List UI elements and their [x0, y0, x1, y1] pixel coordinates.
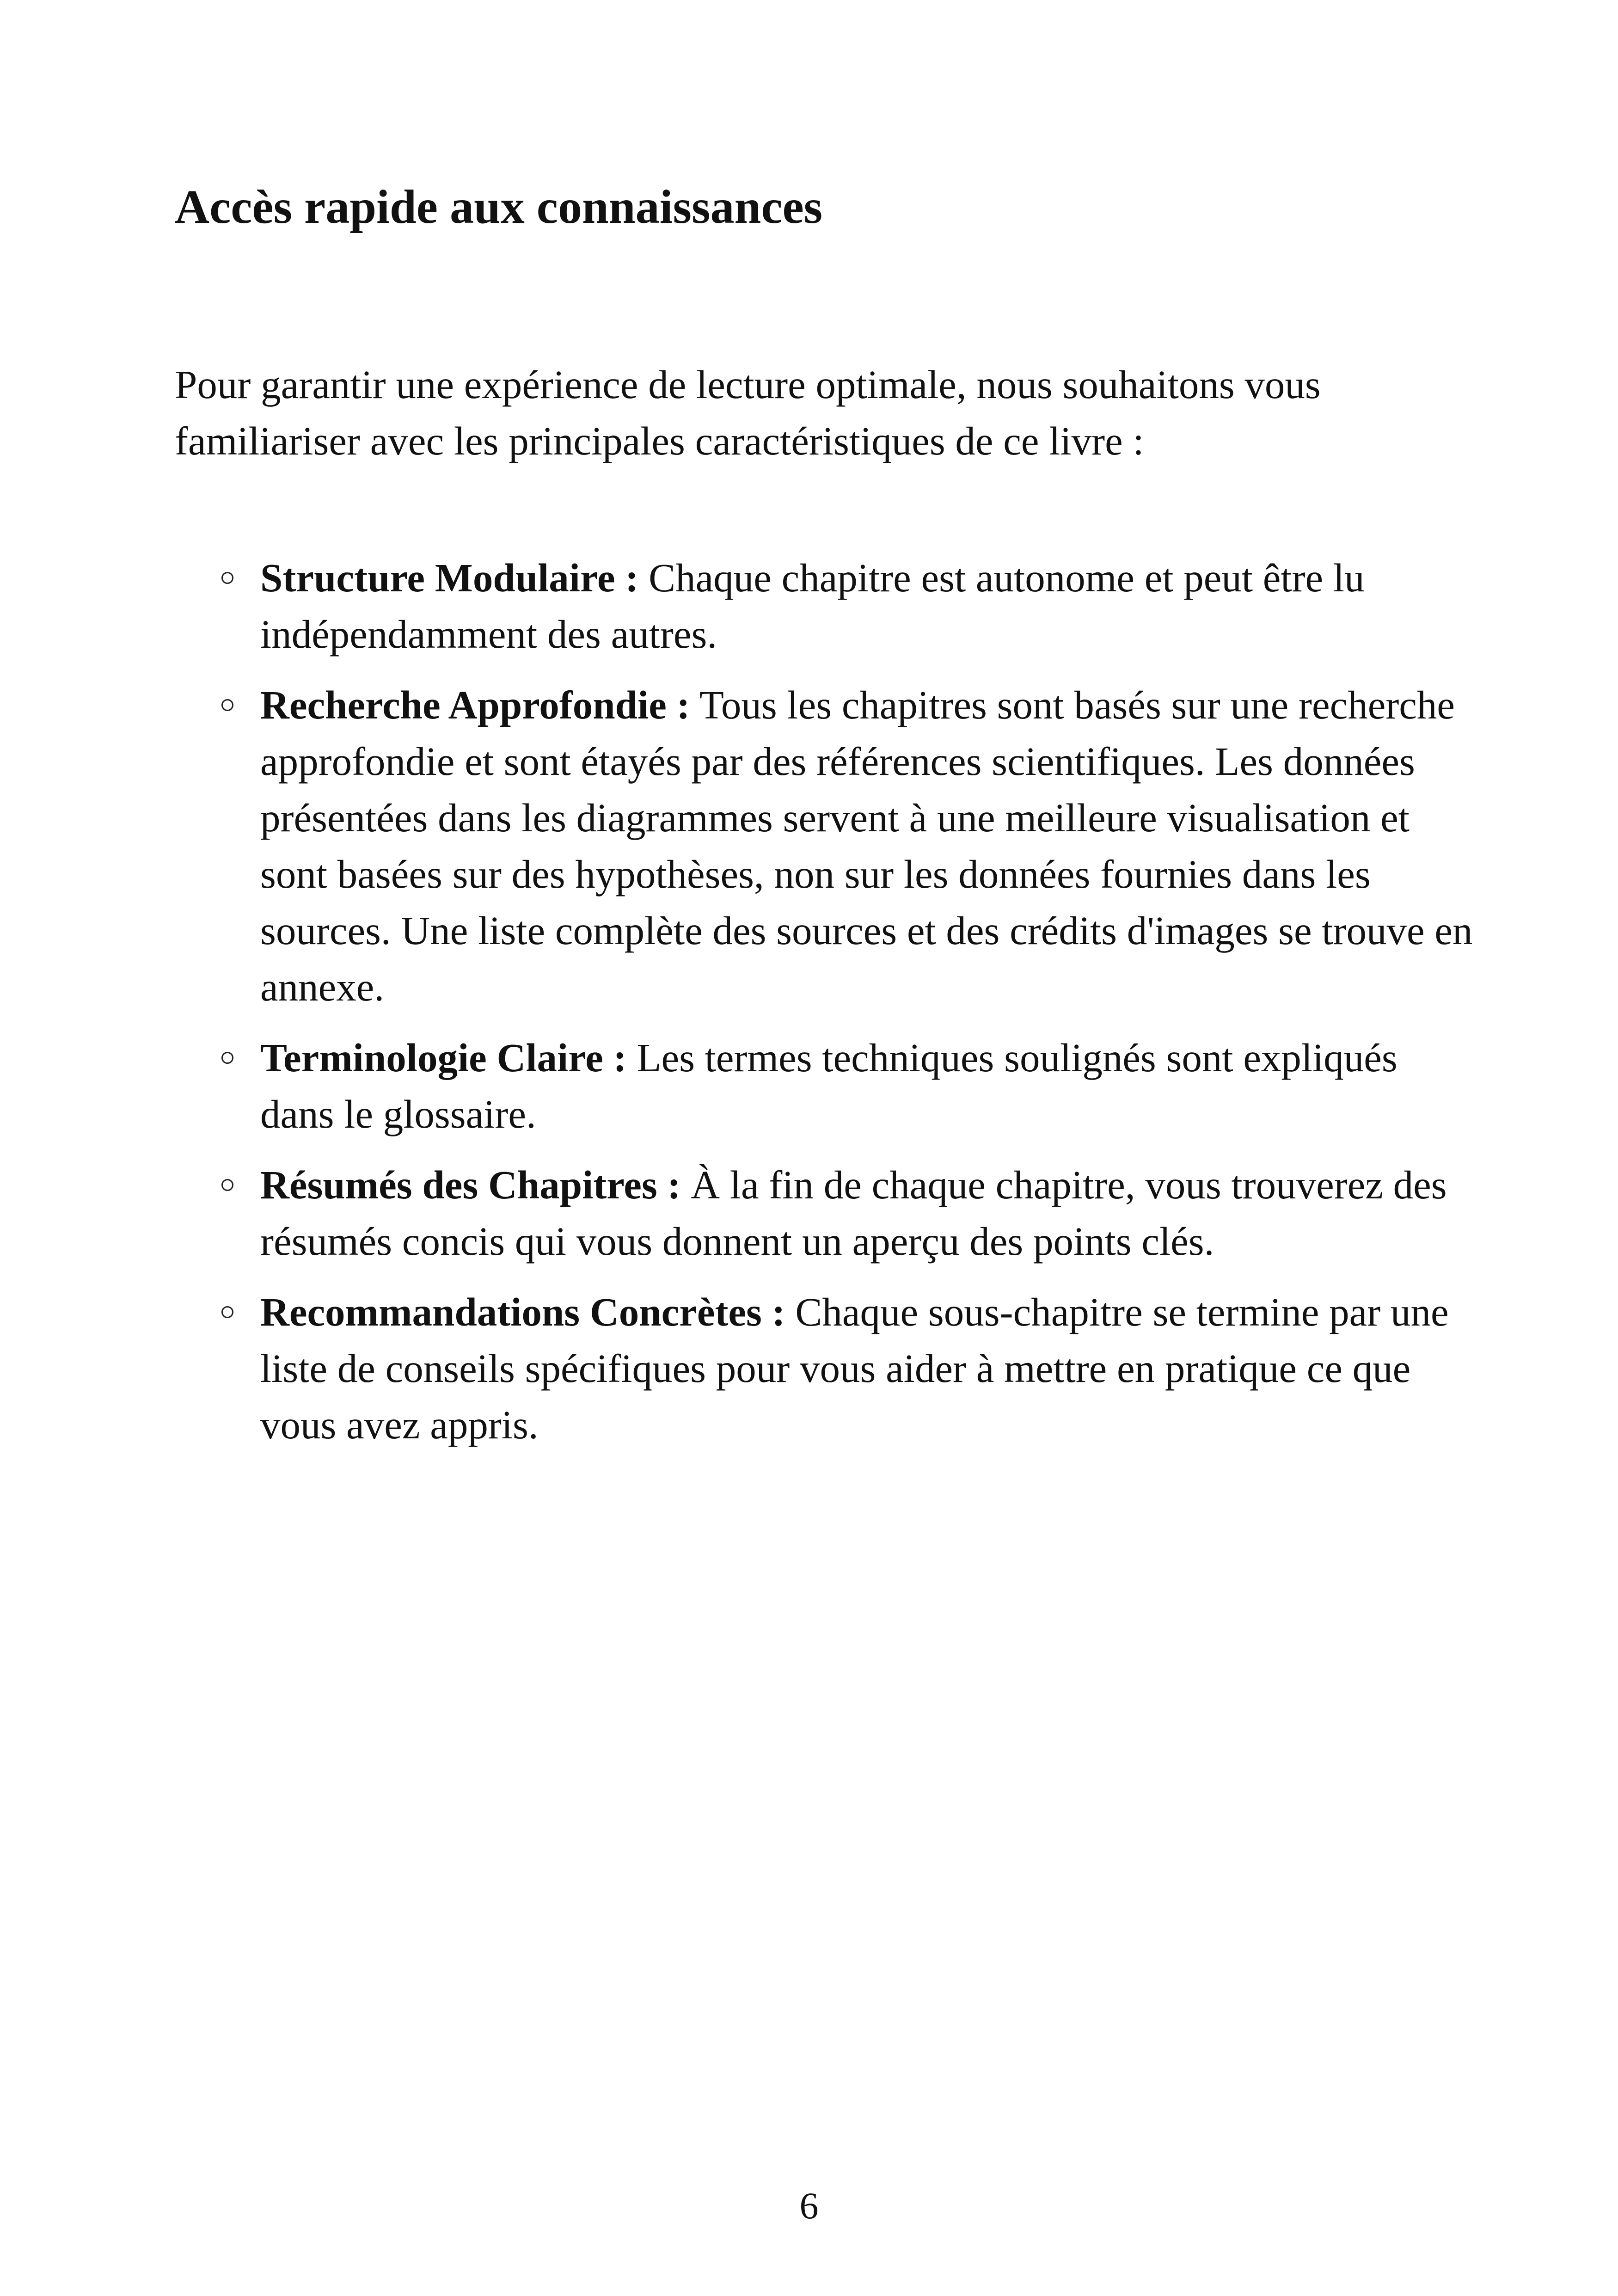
- hollow-circle-bullet-icon: [221, 699, 233, 711]
- feature-description: Tous les chapitres sont basés sur une recherche approfondie et sont étayés par des références scientifiques. Les données présentées dans les diagrammes servent à une meilleure visualisation et sont basées sur des hypothèses, non sur les données fournies dans les sources. Une liste complète des sources et des crédits d'images se trouve en annexe.: [260, 682, 1473, 1009]
- list-item: [175, 1157, 1478, 1270]
- list-item: [175, 677, 1478, 1015]
- page-title: Accès rapide aux connaissances: [175, 180, 823, 233]
- list-item: [175, 1284, 1478, 1453]
- feature-term: Structure Modulaire :: [260, 555, 639, 600]
- hollow-circle-bullet-icon: [221, 1052, 233, 1064]
- feature-description: Chaque sous-chapitre se termine par une liste de conseils spécifiques pour vous aider à mettre en pratique ce que vous avez appris.: [260, 1289, 1449, 1447]
- hollow-circle-bullet-icon: [221, 1179, 233, 1191]
- hollow-circle-bullet-icon: [221, 1306, 233, 1318]
- feature-term: Terminologie Claire :: [260, 1035, 627, 1080]
- feature-description: Les termes techniques soulignés sont expliqués dans le glossaire.: [260, 1035, 1397, 1136]
- list-item: [175, 1030, 1478, 1142]
- list-item: [175, 550, 1478, 663]
- intro-paragraph: Pour garantir une expérience de lecture optimale, nous souhaitons vous familiariser avec les principales caractéristiques de ce livre :: [175, 362, 1321, 463]
- feature-term: Recherche Approfondie :: [260, 682, 690, 727]
- feature-term: Résumés des Chapitres :: [260, 1162, 681, 1207]
- feature-description: Chaque chapitre est autonome et peut être lu indépendamment des autres.: [260, 555, 1365, 657]
- feature-description: À la fin de chaque chapitre, vous trouverez des résumés concis qui vous donnent un aperçu des points clés.: [260, 1162, 1447, 1264]
- page-number: 6: [799, 2185, 819, 2227]
- feature-term: Recommandations Concrètes :: [260, 1289, 785, 1334]
- hollow-circle-bullet-icon: [221, 572, 233, 584]
- feature-list: [175, 550, 1478, 1467]
